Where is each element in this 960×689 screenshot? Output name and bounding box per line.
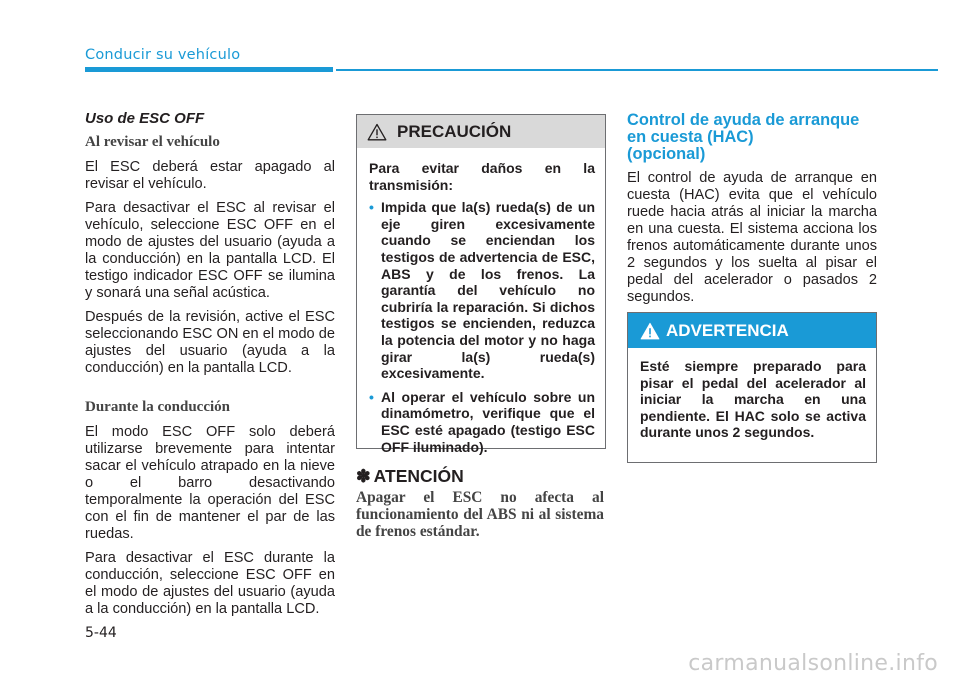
esc-off-heading: Uso de ESC OFF <box>85 110 205 127</box>
asterisk-icon: ✽ <box>356 466 371 486</box>
bullet: • <box>369 388 374 405</box>
subheading-inspection: Al revisar el vehículo <box>85 134 220 150</box>
left-column <box>85 110 335 625</box>
hac-heading <box>627 112 877 163</box>
page-number: 5-44 <box>85 625 117 641</box>
warning-triangle-filled-icon <box>640 322 660 340</box>
bullet: • <box>369 199 374 216</box>
hac-heading-line: en cuesta (HAC) <box>627 128 754 146</box>
attention-text: Apagar el ESC no afecta al funcionamiento del ABS ni al sistema de frenos estándar. <box>356 489 604 540</box>
hac-heading-line: Control de ayuda de arranque <box>627 111 860 129</box>
list-item <box>369 199 595 382</box>
warning-box <box>627 312 877 463</box>
header-rule-thin <box>336 69 938 71</box>
paragraph: Para desactivar el ESC al revisar el vehículo, seleccione ESC OFF en el modo de ajustes del usuario (ayuda a la conducción) en la pantalla LCD. El testigo indicador ESC OFF se ilumina y sonará una señal acústica. <box>85 200 335 301</box>
caution-box <box>356 114 606 455</box>
hac-heading-line: (opcional) <box>627 145 706 163</box>
warning-text: Esté siempre preparado para pisar el pedal del acelerador al iniciar la marcha en una pendiente. El HAC solo se activa durante unos 2 segundos. <box>640 358 866 441</box>
paragraph: Después de la revisión, active el ESC seleccionando ESC ON en el modo de ajustes del usuario (ayuda a la conducción) en la pantalla LCD. <box>85 309 335 376</box>
list-item <box>369 389 595 455</box>
caution-header <box>357 115 605 148</box>
list-item-text: Al operar el vehículo sobre un dinamómetro, verifique que el ESC esté apagado (testigo ESC OFF iluminado). <box>381 388 595 455</box>
attention-title: ATENCIÓN <box>373 466 464 486</box>
watermark: carmanualsonline.info <box>688 651 938 676</box>
caution-body <box>357 148 605 472</box>
paragraph: El ESC deberá estar apagado al revisar el vehículo. <box>85 159 335 192</box>
subheading-driving: Durante la conducción <box>85 399 231 415</box>
header-rule-thick <box>85 67 333 72</box>
paragraph: El modo ESC OFF solo deberá utilizarse brevemente para intentar sacar el vehículo atrapado en la nieve o el barro desactivando temporalmente la operación del ESC con el fin de mantener el par de las ruedas. <box>85 424 335 542</box>
section-title: Conducir su vehículo <box>85 47 241 63</box>
attention-heading <box>356 466 464 487</box>
warning-header <box>628 313 876 348</box>
warning-body <box>628 348 876 457</box>
caution-intro: Para evitar daños en la transmisión: <box>369 160 595 193</box>
list-item-text: Impida que la(s) rueda(s) de un eje giren excesivamente cuando se enciendan los testigos de advertencia de ESC, ABS y de los frenos. La garantía del vehículo no cubriría la reparación. Si dichos testigos se encienden, reduzca la potencia del motor y no haga girar la(s) rueda(s) excesivamente. <box>381 199 595 382</box>
paragraph: Para desactivar el ESC durante la conducción, seleccione ESC OFF en el modo de ajustes del usuario (ayuda a la conducción) en la pantalla LCD. <box>85 550 335 617</box>
warning-triangle-outline-icon <box>367 123 387 141</box>
hac-description: El control de ayuda de arranque en cuesta (HAC) evita que el vehículo ruede hacia atrás al iniciar la marcha en una cuesta. El sistema acciona los frenos automáticamente durante unos 2 segundos y los suelta al pisar el pedal del acelerador o pasados 2 segundos. <box>627 170 877 305</box>
caution-list <box>369 199 595 455</box>
caution-title: PRECAUCIÓN <box>397 121 512 141</box>
warning-title: ADVERTENCIA <box>666 320 789 340</box>
